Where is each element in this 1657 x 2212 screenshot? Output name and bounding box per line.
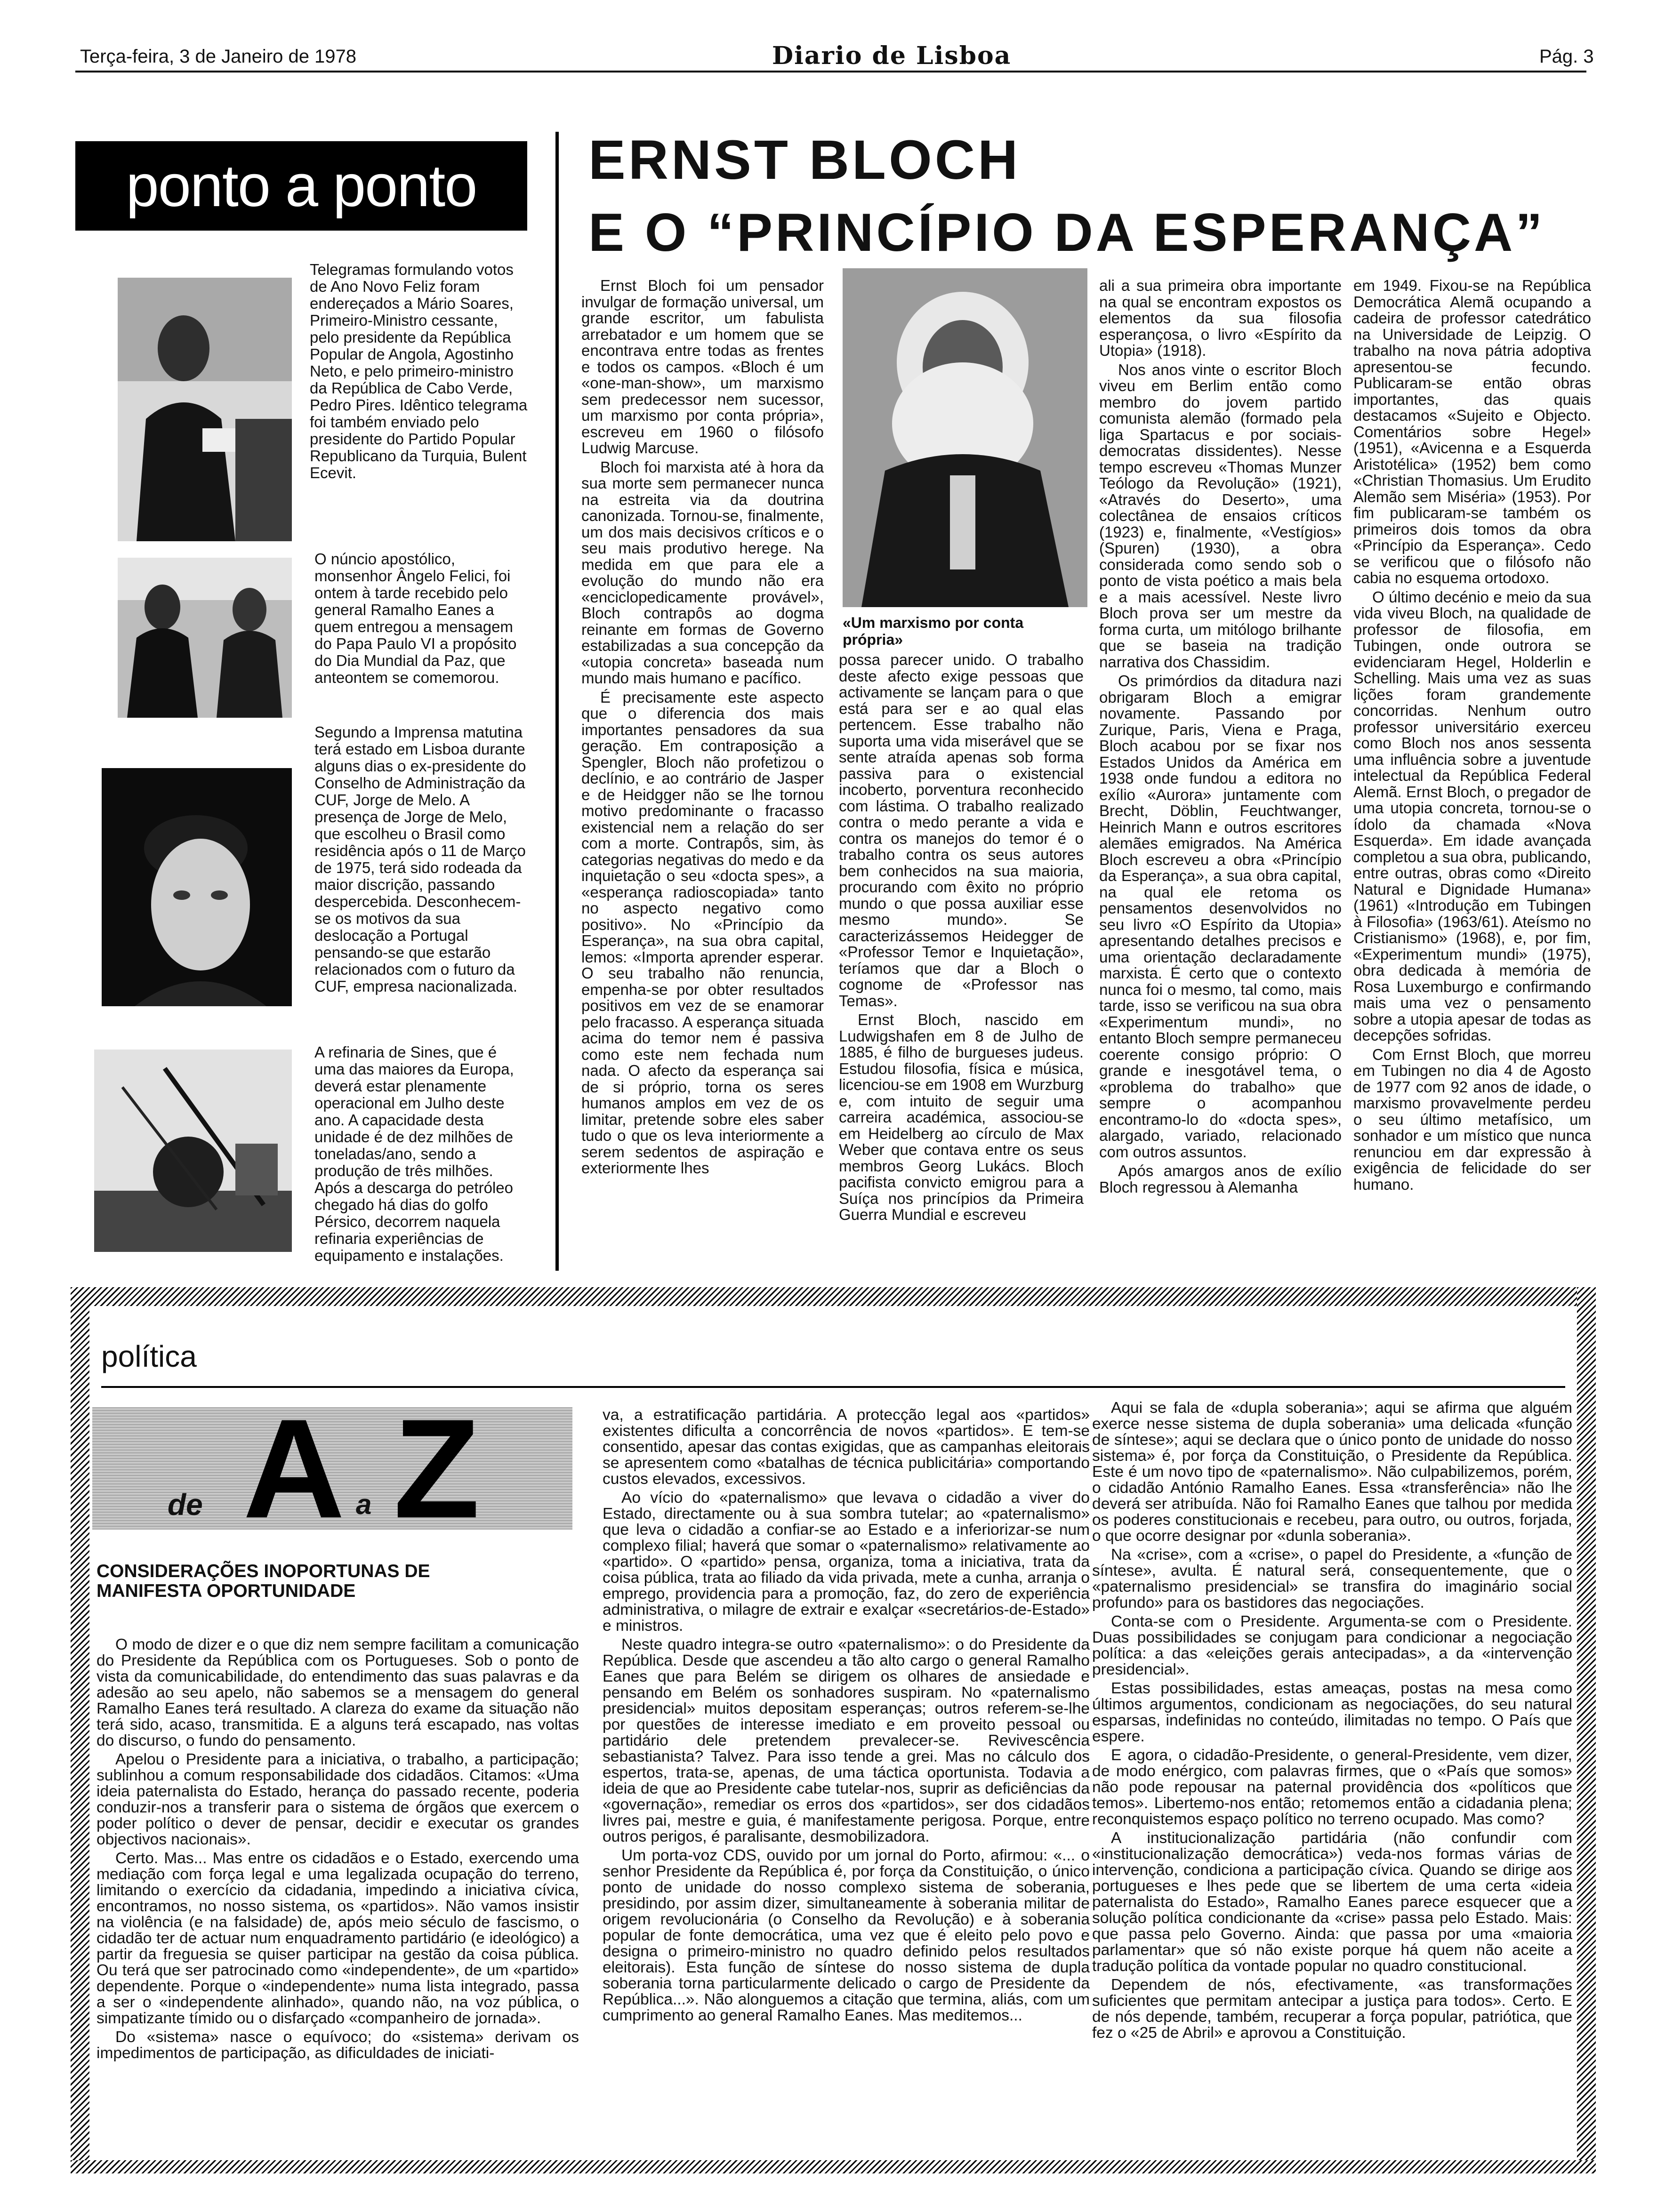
bloch-column-1: [581, 278, 824, 1271]
paragraph: Os primórdios da ditadura nazi obrigaram Bloch a emigrar novamente. Passando por Zurique, Paris, Viena e Praga, Bloch acabou por se fixar nos Estados Unidos da América em 1938 onde fundou a editora no exílio «Aurora» juntamente com Brecht, Döblin, Feuchtwanger, Heinrich Mann e outros escritores alemães emigrados. Na América Bloch escreveu a obra «Princípio da Esperança», a sua obra capital, na qual ele retoma os pensamentos desenvolvidos no seu livro «O Espírito da Utopia» apresentando detalhes precisos e uma orientação declaradamente marxista. É certo que o contexto nunca foi o mesmo, tal como, mais tarde, isso se verificou na sua obra «Experimentum mundi», no entanto Bloch sempre permaneceu coerente consigo próprio: O grande e inesgotável tema, o «problema do trabalho» que sempre o acompanhou encontramo-lo do «docta spes», alargado, variado, relacionado com outros assuntos.: [1099, 672, 1342, 1161]
paragraph: Certo. Mas... Mas entre os cidadãos e o Estado, exercendo uma mediação com força legal e uma legalizada ocupação do terreno, limitando o exercício da cidadania, impedindo a iniciativa cívica, encontramos, no nosso sistema, os «partidos». Não vamos insistir na violência (e na falsidade) de, após meio século de fascismo, o cidadão ter de actuar num enquadramento partidário (e ideológico) a partir da freguesia se quiser participar na gestão da coisa pública. Ou terá que ser patrocinado como «independente», de um «partido» dependente. Porque o «independente» numa lista integrado, passa a ser o «independente alinhado», quando não, na voz pública, o simpatizante tímido ou o disfarçado «companheiro de jornada».: [97, 1850, 579, 2027]
bloch-column-4: [1353, 278, 1591, 1271]
section-frame-left: [71, 1287, 89, 2165]
paragraph: Nos anos vinte o escritor Bloch viveu em Berlim então como membro do jovem partido comunista alemão (formado pela liga Spartacus e por sociais-democratas dissidentes). Nesse tempo escreveu «Thomas Munzer Teólogo da Revolução» (1921), «Através do Deserto», uma colectânea de ensaios críticos (1923) e, finalmente, «Vestígios» (Spuren) (1930), a obra considerada como sendo sob o ponto de vista poético a mais bela e a mais acessível. Neste livro Bloch prova ser um mestre da forma curta, um mitólogo brilhante que se baseia na tradição narrativa dos Chassidim.: [1099, 361, 1342, 671]
section-title: política: [101, 1339, 197, 1373]
paragraph: Ernst Bloch foi um pensador invulgar de formação universal, um grande escritor, um fabulista arrebatador e um homem que se encontrava entre todas as frentes e todos os campos. «Bloch é um «one-man-show», um marxismo sem predecessor nem sucessor, um marxismo por conta própria», escreveu em 1960 o filósofo Ludwig Marcuse.: [581, 278, 824, 457]
page-number: Pág. 3: [1539, 46, 1594, 67]
bloch-headline-line1: ERNST BLOCH: [588, 129, 1021, 191]
paragraph: A institucionalização partidária (não confundir com «institucionalização democrática») veda-nos formas várias de intervenção, condiciona a participação cívica. Quando se dirige aos portugueses e lhes pede que se libertem de uma certa «ideia paternalista do Estado», Ramalho Eanes parece esquecer que a solução política condicionante da «crise» passa pelo Estado. Mais: que passa pelo Governo. Ainda: que passa por uma «maioria parlamentar» que só não existe porque há quem não aceite a tradução política da vontade popular no quadro constitucional.: [1092, 1829, 1572, 1975]
paragraph: Na «crise», com a «crise», o papel do Presidente, a «função de síntese», avulta. É natural será, consequentemente, que o «paternalismo presidencial» se transfira do imaginário social profundo» para os bastidores das negociações.: [1092, 1546, 1572, 1611]
paragraph: Bloch foi marxista até à hora da sua morte sem permanecer nunca na estreita via da doutrina canonizada. Tornou-se, finalmente, um dos mais decisivos críticos e o seu mais produtivo herege. Na medida em que para ele a evolução do mundo não era «enciclopedicamente provável», Bloch contrapôs ao dogma reinante em formas de Governo estabilizadas a sua concepção da «utopia concreta» baseada num mundo mais humano e pacífico.: [581, 458, 824, 687]
brief-telegramas: Telegramas formulando votos de Ano Novo Feliz foram endereçados a Mário Soares, Primeiro-Ministro cessante, pelo presidente da República Popular de Angola, Agostinho Neto, e pelo primeiro-ministro da República de Cabo Verde, Pedro Pires. Idêntico telegrama foi também enviado pelo presidente do Partido Popular Republicano da Turquia, Bulent Ecevit.: [310, 261, 528, 481]
paragraph: Dependem de nós, efectivamente, «as transformações suficientes que permitam antecipar a justiça para todos». Certo. E de nós depende, também, recuperar a força popular, patriótica, que fez o «25 de Abril» e aprovou a Constituição.: [1092, 1976, 1572, 2042]
photo-nuncio-eanes: [118, 558, 292, 718]
az-small-a: a: [356, 1489, 372, 1520]
paragraph: O modo de dizer e o que diz nem sempre facilitam a comunicação do Presidente da República com os Portugueses. Sob o ponto de vista da comunicabilidade, do entendimento das suas palavras e da adesão ao seu apelo, não sabemos se a mensagem do general Ramalho Eanes terá resultado. A clareza do exame da situação não terá sido, acaso, transmitida. E a alguns terá escapado, nas voltas do discurso, o fundo do pensamento.: [97, 1637, 579, 1749]
paragraph: É precisamente este aspecto que o diferencia dos mais importantes pensadores da sua geração. Em contraposição a Spengler, Bloch não profetizou o declínio, e ao contrário de Jasper e de Heidgger não se lhe tornou motivo predominante o fracasso existencial nem a relação do ser com a morte. Contrapôs, sim, às categorias negativas do medo e da inquietação o seu «docta spes», a «esperança radioscopiada» tanto no aspecto negativo como positivo». No «Princípio da Esperança», na sua obra capital, lemos: «Importa aprender esperar. O seu trabalho não renuncia, empenha-se por obter resultados positivos em vez de se enamorar pelo fracasso. A esperança situada acima do temor nem é passiva como este nem fechada num nada. O afecto da esperança sai de si próprio, torna os seres humanos amplos em vez de os limitar, pretende sobre eles saber tudo o que os leva interiormente a serem sedentos de aspiração e exteriormente lhes: [581, 688, 824, 1177]
de-a-a-z-logo: [92, 1407, 572, 1530]
paragraph: Conta-se com o Presidente. Argumenta-se com o Presidente. Duas possibilidades se conjugam para condicionar a negociação política: a das «eleições gerais antecipadas», a da «intervenção presidencial».: [1092, 1613, 1572, 1678]
section-frame-top: [71, 1287, 1596, 1306]
masthead: Diario de Lisboa: [772, 41, 1012, 70]
article-subhead: CONSIDERAÇÕES INOPORTUNAS DE MANIFESTA OPORTUNIDADE: [97, 1561, 430, 1601]
photo-jorge-de-melo: [102, 768, 292, 1006]
photo-karl-marx: [843, 268, 1087, 607]
ponto-column-rule: [555, 132, 559, 1271]
az-letter-z: Z: [394, 1407, 480, 1530]
photo-agostinho-neto: [118, 278, 292, 541]
paragraph: Neste quadro integra-se outro «paternalismo»: o do Presidente da República. Desde que ascendeu a tão alto cargo o general Ramalho Eanes que para Belém se dirigem os olhares de ansiedade e pensando em Belém os sonhadores suspiram. No «paternalismo presidencial» muitos depositam esperanças; outros referem-se-lhe por questões de interesse imediato e em proveito pessoal ou partidário dele pretendem prevalecer-se. Revivescência sebastianista? Talvez. Para isso tende a grei. Mas no cálculo dos espertos, trata-se, apenas, de uma táctica oportunista. Todavia a ideia de que ao Presidente cabe tutelar-nos, suprir as deficiências da «governação», remediar os erros dos «partidos», ser dos cidadãos livres pai, mestre e guia, é manifestamente perigosa. Porque, entre outros perigos, é paralisante, desmobilizadora.: [603, 1636, 1090, 1845]
paragraph: Um porta-voz CDS, ouvido por um jornal do Porto, afirmou: «... o senhor Presidente da República é, por força da Constituição, o único ponto de unidade do nosso complexo sistema de soberania, presidindo, por assim dizer, simultaneamente à soberania militar de origem revolucionária (o Conselho da Revolução) e à soberania popular de fonte democrática, uma vez que é eleito pelo povo e designa o primeiro-ministro no quadro definido pelos resultados eleitorais). Esta função de síntese do nosso sistema de dupla soberania torna particularmente delicado o cargo de Presidente da República...». Não alonguemos a citação que termina, aliás, com um cumprimento ao general Ramalho Eanes. Mas meditemos...: [603, 1847, 1090, 2024]
bloch-headline-line2: E O “PRINCÍPIO DA ESPERANÇA”: [588, 203, 1545, 263]
paragraph: Do «sistema» nasce o equívoco; do «sistema» derivam os impedimentos de participação, as dificuldades de iniciati-: [97, 2028, 579, 2062]
paragraph: Apelou o Presidente para a iniciativa, o trabalho, a participação; sublinhou a comum responsabilidade dos cidadãos. Citamos: «Uma ideia paternalista do Estado, herança do passado recente, poderia conduzir-nos a transferir para o sistema de órgãos que exercem o poder político o dever de pensar, decidir e executar os grandes objectivos nacionais».: [97, 1751, 579, 1848]
politica-column-1: [97, 1637, 579, 2159]
brief-jorge-de-melo: Segundo a Imprensa matutina terá estado em Lisboa durante alguns dias o ex-presidente do Conselho de Administração da CUF, Jorge de Melo. A presença de Jorge de Melo, que escolheu o Brasil como residência após o 11 de Março de 1975, terá sido rodeada da maior discrição, passando despercebida. Desconhecem-se os motivos da sua deslocação a Portugal pensando-se que estarão relacionados com o futuro da CUF, empresa nacionalizada.: [314, 723, 526, 995]
paragraph: Estas possibilidades, estas ameaças, postas na mesa como últimos argumentos, condicionam as negociações, do seu natural esparsas, indefinidas no conteúdo, ilimitadas no tempo. O País que espere.: [1092, 1680, 1572, 1745]
paragraph: Ernst Bloch, nascido em Ludwigshafen em 8 de Julho de 1885, é filho de burgueses judeus. Estudou filosofia, física e música, licenciou-se em 1908 em Wurzburg e, com intuito de seguir uma carreira académica, associou-se em Heidelberg ao círculo de Max Weber que contava entre os seus membros Georg Lukács. Bloch pacifista convicto emigrou para a Suíça nos princípios da Primeira Guerra Mundial e escreveu: [839, 1011, 1084, 1223]
az-de: de: [168, 1488, 203, 1522]
section-frame-right: [1577, 1287, 1596, 2165]
politica-column-2: [603, 1407, 1090, 2159]
paragraph: va, a estratificação partidária. A protecção legal aos «partidos» existentes dificulta a concorrência de novos «partidos». E tem-se consentido, apesar das contas exigidas, que as campanhas eleitorais se apresentem como «batalhas de técnica publicitária» comportando custos elevados, excessivos.: [603, 1407, 1090, 1488]
header-rule: [75, 71, 1586, 72]
paragraph: Ao vício do «paternalismo» que levava o cidadão a viver do Estado, directamente ou à sua sombra tutelar; ao «paternalismo» que leva o cidadão a confiar-se ao Estado e a inferiorizar-se num complexo filial; haverá que somar o «paternalismo» relativamente ao «partido». O «partido» pensa, organiza, toma a iniciativa, trata da coisa pública, trata ao filiado da vida privada, mete a cunha, arranja o emprego, providencia para a promoção, faz, do zero de experiência administrativa, o milagre de extrair e exalçar «secretários-de-Estado» e ministros.: [603, 1489, 1090, 1635]
az-letter-a: A: [243, 1407, 345, 1530]
paragraph: Com Ernst Bloch, que morreu em Tubingen no dia 4 de Agosto de 1977 com 92 anos de idade, o marxismo provavelmente perdeu o seu último metafísico, um sonhador e um místico que nunca renunciou em dar expressão à exigência de felicidade do ser humano.: [1353, 1045, 1591, 1193]
paragraph: possa parecer unido. O trabalho deste afecto exige pessoas que activamente se lançam para o que está para ser e ao qual elas pertencem. Esse trabalho não suporta uma vida miserável que se sente atraída apenas sob forma passiva para o existencial incoberto, porventura reconhecido com lástima. O trabalho realizado contra o medo perante a vida e contra os manejos do temor é o trabalho contra os seus autores bem conhecidos na sua maioria, procurando com êxito no próprio mundo o que possa auxiliar esse mesmo mundo». Se caracterizássemos Heidegger de «Professor Temor e Inquietação», teríamos que dar a Bloch o cognome de «Professor nas Temas».: [839, 652, 1084, 1010]
paragraph: E agora, o cidadão-Presidente, o general-Presidente, vem dizer, de modo enérgico, com palavras firmes, que o «País que somos» não pode repousar na paternal providência dos «políticos que temos». Libertemo-nos então; retomemos então a cidadania plena; reconquistemos espaço político no terreno ocupado. Mas como?: [1092, 1747, 1572, 1828]
politica-column-3: [1092, 1400, 1572, 2159]
paragraph: Aqui se fala de «dupla soberania»; aqui se afirma que alguém exerce nesse sistema de dupla soberania» uma delicada «função de síntese»; aqui se declara que o único ponto de unidade do nosso sistema» é, por força da Constituição, o Presidente da República. Este é um novo tipo de «paternalismo». Não culpabilizemos, porém, o cidadão António Ramalho Eanes. Essa «transferência» não lhe deverá ser atribuída. Não foi Ramalho Eanes que talhou por medida os poderes constitucionais e recebeu, para outro, ou outros, forjada, o que ocorre designar por «dunla soberania».: [1092, 1400, 1572, 1545]
brief-refinaria-sines: A refinaria de Sines, que é uma das maiores da Europa, deverá estar plenamente operacional em Julho deste ano. A capacidade desta unidade é de dez milhões de toneladas/ano, sendo a produção de três milhões. Após a descarga do petróleo chegado há dias do golfo Pérsico, decorrem naquela refinaria experiências de equipamento e instalações.: [314, 1043, 514, 1264]
photo-refinaria-sines: [94, 1050, 292, 1252]
issue-date: Terça-feira, 3 de Janeiro de 1978: [80, 46, 357, 67]
bloch-column-3: [1099, 278, 1342, 1271]
paragraph: Após amargos anos de exílio Bloch regressou à Alemanha: [1099, 1162, 1342, 1196]
photo-caption: «Um marxismo por conta própria»: [843, 614, 1024, 648]
paragraph: em 1949. Fixou-se na República Democrática Alemã ocupando a cadeira de professor catedrático na Universidade de Leipzig. O trabalho na nova pátria adoptiva apresentou-se fecundo. Publicaram-se então obras importantes, das quais destacamos «Sujeito e Objecto. Comentários sobre Hegel» (1951), «Avicenna e a Esquerda Aristotélica» (1952) bem como «Christian Thomasius. Um Erudito Alemão sem Miséria» (1953). Por fim publicaram-se também os primeiros dois tomos da obra «Princípio da Esperança». Cedo se verificou que o filósofo não cabia no esquema ortodoxo.: [1353, 278, 1591, 586]
ponto-a-ponto-title: ponto a ponto: [75, 141, 527, 231]
section-title-rule: [101, 1386, 1565, 1388]
section-frame-bottom: [71, 2160, 1596, 2173]
paragraph: ali a sua primeira obra importante na qual se encontram expostos os elementos da sua filosofia esperançosa, o livro «Espírito da Utopia» (1918).: [1099, 278, 1342, 359]
paragraph: O último decénio e meio da sua vida viveu Bloch, na qualidade de professor de filosofia, em Tubingen, onde outrora se evidenciaram Hegel, Holderlin e Schelling. Mais uma vez as suas lições foram grandemente concorridas. Nenhum outro professor universitário exerceu como Bloch nos anos sessenta uma influência sobre a juventude intelectual da República Federal Alemã. Ernst Bloch, o pregador de uma utopia concreta, tornou-se o ídolo da chamada «Nova Esquerda». Em idade avançada completou a sua obra, publicando, entre outras, obras como «Direito Natural e Dignidade Humana» (1961) «Introdução em Tubingen à Filosofia» (1963/61). Ateísmo no Cristianismo» (1968), e, por fim, «Experimentum mundi» (1975), obra dedicada à memória de Rosa Luxemburgo e confirmando mais uma vez o pensamento sobre a utopia apesar de todas as decepções sofridas.: [1353, 588, 1591, 1044]
brief-nuncio: O núncio apostólico, monsenhor Ângelo Felici, foi ontem à tarde recebido pelo general Ramalho Eanes a quem entregou a mensagem do Papa Paulo VI a propósito do Dia Mundial da Paz, que anteontem se comemorou.: [314, 550, 517, 686]
bloch-column-2: [839, 652, 1084, 1271]
